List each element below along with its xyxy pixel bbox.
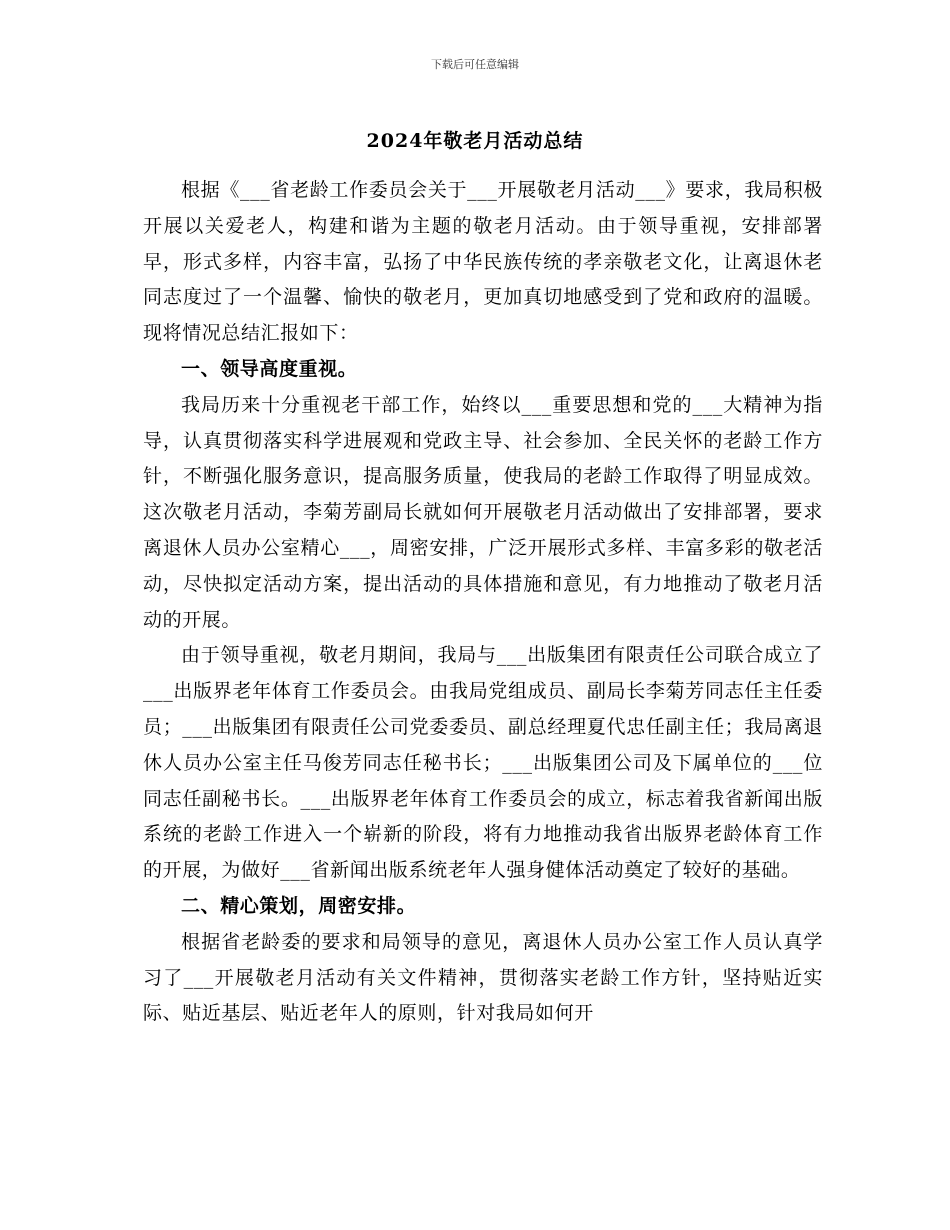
body-paragraph: 由于领导重视，敬老月期间，我局与___出版集团有限责任公司联合成立了___出版界老年体育工作委员会。由我局党组成员、副局长李菊芳同志任主任委员；___出版集团有限责任公司党委委员、副总经理夏代忠任副主任；我局离退休人员办公室主任马俊芳同志任秘书长；___出版集团公司及下属单位的___位同志任副秘书长。___出版界老年体育工作委员会的成立，标志着我省新闻出版系统的老龄工作进入一个崭新的阶段，将有力地推动我省出版界老龄体育工作的开展，为做好___省新闻出版系统老年人强身健体活动奠定了较好的基础。 (143, 644, 823, 882)
document-body (143, 173, 823, 1032)
document-title: 2024年敬老月活动总结 (366, 130, 584, 152)
intro-paragraph: 根据《___省老龄工作委员会关于___开展敬老月活动___》要求，我局积极开展以关爱老人，构建和谐为主题的敬老月活动。由于领导重视，安排部署早，形式多样，内容丰富，弘扬了中华民族传统的孝亲敬老文化，让离退休老同志度过了一个温馨、愉快的敬老月，更加真切地感受到了党和政府的温暖。现将情况总结汇报如下： (143, 179, 823, 345)
section-heading-2: 二、精心策划，周密安排。 (181, 894, 417, 917)
body-paragraph: 根据省老龄委的要求和局领导的意见，离退休人员办公室工作人员认真学习了___开展敬老月活动有关文件精神，贯彻落实老龄工作方针，坚持贴近实际、贴近基层、贴近老年人的原则，针对我局如何开 (143, 930, 823, 1025)
section-heading-1: 一、领导高度重视。 (181, 357, 358, 380)
page-header-note: 下载后可任意编辑 (431, 58, 519, 71)
body-paragraph: 我局历来十分重视老干部工作，始终以___重要思想和党的___大精神为指导，认真贯彻落实科学进展观和党政主导、社会参加、全民关怀的老龄工作方针，不断强化服务意识，提高服务质量，使我局的老龄工作取得了明显成效。这次敬老月活动，李菊芳副局长就如何开展敬老月活动做出了安排部署，要求离退休人员办公室精心___，周密安排，广泛开展形式多样、丰富多彩的敬老活动，尽快拟定活动方案，提出活动的具体措施和意见，有力地推动了敬老月活动的开展。 (143, 393, 823, 631)
